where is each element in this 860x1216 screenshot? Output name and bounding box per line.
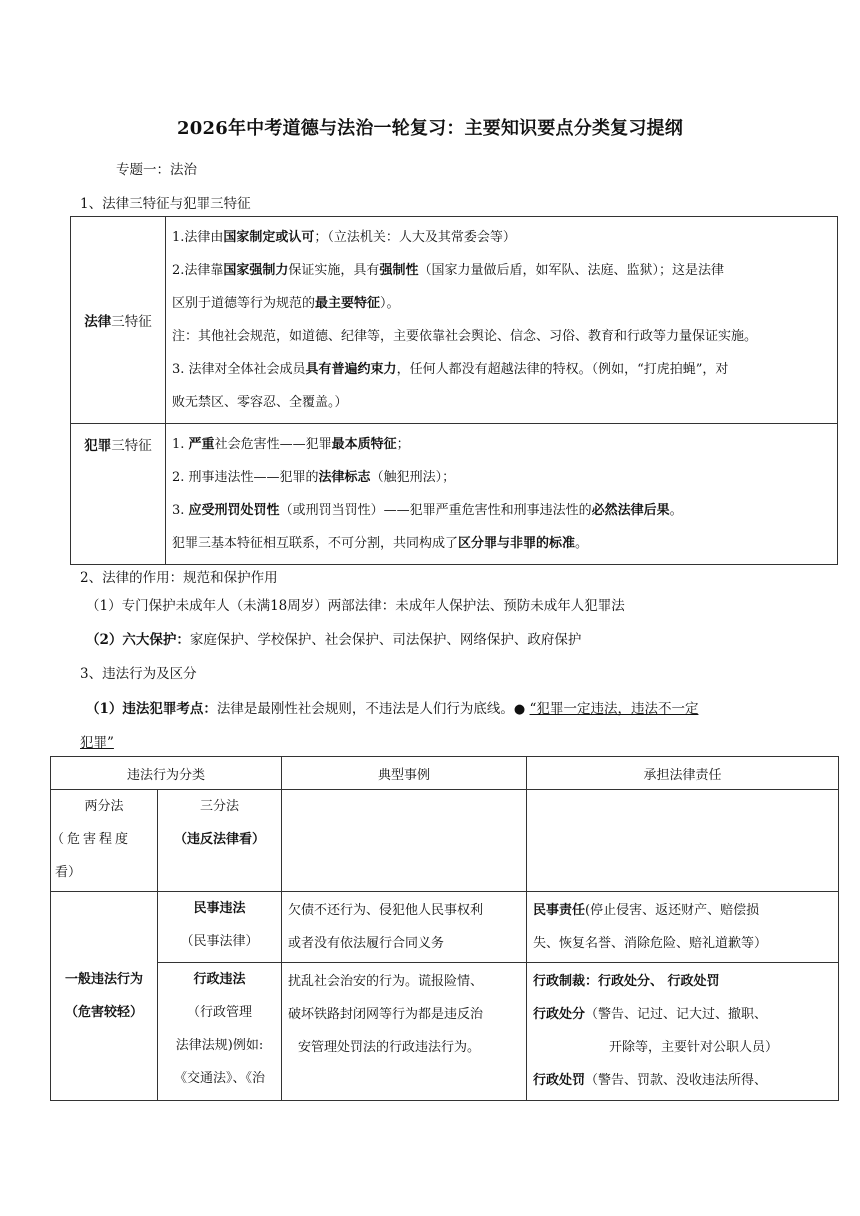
admin-violation: 行政违法 （行政管理 法律法规)例如: 《交通法》、《治 (158, 963, 282, 1101)
law-feature-3: 3. 法律对全体社会成员具有普遍约束力，任何人都没有超越法律的特权。（例如，“打虎拍蝇”，对 (172, 362, 729, 377)
law-features-label: 法律三特征 (71, 217, 166, 424)
table2-header-row (51, 757, 839, 790)
law-features-content (166, 217, 838, 424)
crime-feature-2: 2. 刑事违法性——犯罪的法律标志（触犯刑法）； (172, 470, 456, 485)
three-way-classification: 三分法 （违反法律看） (158, 790, 282, 892)
general-illegal-acts: 一般违法行为 （危害较轻） (51, 892, 158, 1101)
crime-features-label: 犯罪三特征 (71, 424, 166, 565)
section-2-point-1: （1）专门保护未成年人（未满18周岁）两部法律：未成年人保护法、预防未成年人犯罪法 (86, 598, 625, 614)
crime-summary: 犯罪三基本特征相互联系，不可分割，共同构成了区分罪与非罪的标准。 (172, 536, 589, 551)
header-responsibility: 承担法律责任 (527, 757, 839, 790)
section-3-heading: 3、违法行为及区分 (80, 666, 197, 682)
admin-responsibility: 行政制裁：行政处分、 行政处罚 行政处分（警告、记过、记大过、撤职、 开除等，主要针对公职人员） 行政处罚（警告、罚款、没收违法所得、 (527, 963, 839, 1101)
section-1-heading: 1、法律三特征与犯罪三特征 (80, 196, 251, 212)
civil-responsibility: 民事责任(停止侵害、返还财产、赔偿损 失、恢复名誉、消除危险、赔礼道歉等） (527, 892, 839, 963)
civil-row (51, 892, 839, 963)
illegal-acts-table (50, 756, 839, 1101)
section-3-point-1: （1）违法犯罪考点：法律是最刚性社会规则，不违法是人们行为底线。● “犯罪一定违法，违法不一定 (86, 701, 699, 717)
law-note: 注：其他社会规范，如道德、纪律等，主要依靠社会舆论、信念、习俗、教育和行政等力量保证实施。 (172, 329, 758, 344)
subheader-example-empty (282, 790, 527, 892)
admin-example: 扰乱社会治安的行为。谎报险情、 破坏铁路封闭网等行为都是违反治 安管理处罚法的行政违法行为。 (282, 963, 527, 1101)
bullet-icon: ● (513, 702, 526, 717)
law-feature-2: 2.法律靠国家强制力保证实施，具有强制性（国家力量做后盾，如军队、法庭、监狱）；这是法律 (172, 263, 724, 278)
table2-subheader-row (51, 790, 839, 892)
header-classification: 违法行为分类 (51, 757, 282, 790)
civil-violation: 民事违法 （民事法律） (158, 892, 282, 963)
law-feature-2-cont: 区别于道德等行为规范的最主要特征）。 (172, 296, 400, 311)
page-title: 2026年中考道德与法治一轮复习：主要知识要点分类复习提纲 (177, 118, 683, 139)
law-feature-3-cont: 败无禁区、零容忍、全覆盖。） (172, 395, 348, 410)
section-2-point-2: （2）六大保护：家庭保护、学校保护、社会保护、司法保护、网络保护、政府保护 (86, 632, 582, 648)
subheader-resp-empty (527, 790, 839, 892)
crime-feature-1: 1. 严重社会危害性——犯罪最本质特征； (172, 437, 410, 452)
features-table (70, 216, 838, 565)
two-way-classification: 两分法 （危害程度 看） (51, 790, 158, 892)
crime-feature-3: 3. 应受刑罚处罚性（或刑罚当罚性）——犯罪严重危害性和刑事违法性的必然法律后果。 (172, 503, 683, 518)
law-features-row (71, 217, 838, 424)
admin-row (51, 963, 839, 1101)
section-2-heading: 2、法律的作用：规范和保护作用 (80, 570, 278, 586)
law-feature-1: 1.法律由国家制定或认可；（立法机关：人大及其常委会等） (172, 230, 516, 245)
crime-features-content (166, 424, 838, 565)
civil-example: 欠债不还行为、侵犯他人民事权利 或者没有依法履行合同义务 (282, 892, 527, 963)
crime-features-row (71, 424, 838, 565)
header-example: 典型事例 (282, 757, 527, 790)
topic-heading: 专题一：法治 (116, 162, 197, 178)
section-3-point-1-cont: 犯罪” (80, 735, 114, 751)
